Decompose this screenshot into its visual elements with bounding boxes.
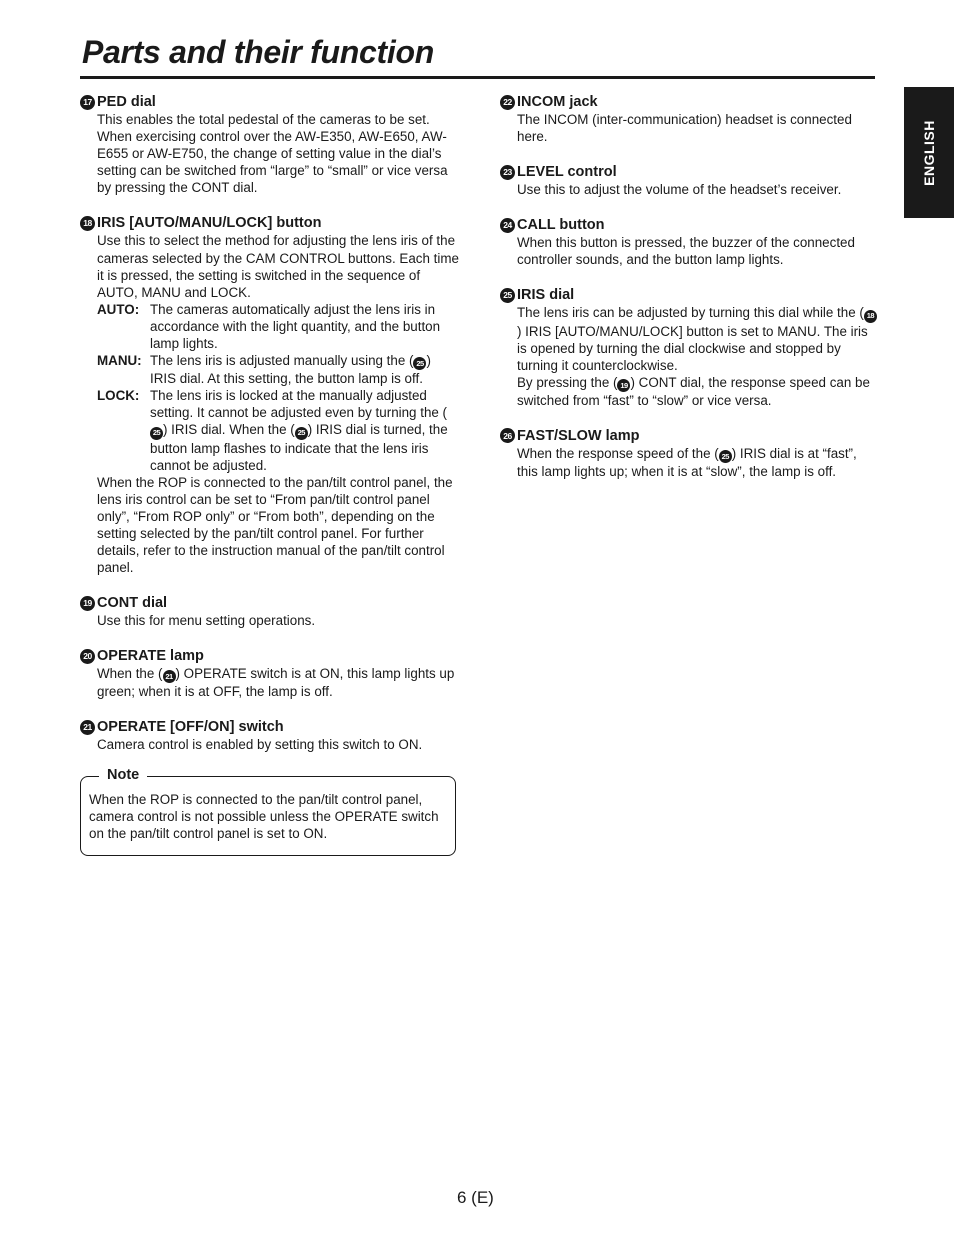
- note-box: [80, 767, 456, 856]
- reference-number-icon: 25: [413, 357, 426, 370]
- item-number-icon: 23: [500, 165, 515, 180]
- section-level-control: [500, 163, 878, 198]
- paragraph: [517, 304, 878, 373]
- paragraph: [97, 665, 460, 700]
- item-number-icon: 26: [500, 428, 515, 443]
- section-header: [500, 286, 878, 304]
- item-number-icon: 18: [80, 216, 95, 231]
- paragraph: Use this to adjust the volume of the headset’s receiver.: [517, 182, 842, 198]
- reference-number-icon: 25: [150, 427, 163, 440]
- reference-number-icon: 25: [719, 450, 732, 463]
- section-title: INCOM jack: [517, 94, 598, 110]
- reference-number-icon: 19: [617, 379, 630, 392]
- definition-manu: [97, 352, 460, 387]
- text-run: The lens iris can be adjusted by turning this dial while the (: [517, 305, 864, 321]
- section-header: [80, 647, 460, 665]
- definition-text: [150, 387, 460, 473]
- reference-number-icon: 21: [163, 670, 176, 683]
- section-title: CONT dial: [97, 595, 168, 612]
- text-run: The lens iris is adjusted manually using the (: [150, 353, 414, 369]
- section-header: [500, 163, 878, 181]
- section-body: [517, 111, 878, 145]
- text-run: ) IRIS dial is turned, the button lamp flashes to indicate that the lens iris cannot be adjusted.: [150, 422, 448, 473]
- section-body: [517, 181, 878, 198]
- definition-term: LOCK:: [97, 388, 140, 404]
- section-fast-slow-lamp: [500, 427, 878, 480]
- text-run: ) IRIS dial is at “fast”, this lamp lights up; when it is at “slow”, the lamp is off.: [517, 445, 857, 479]
- section-header: [80, 718, 460, 736]
- paragraph: [517, 445, 878, 480]
- paragraph: This enables the total pedestal of the cameras to be set. When exercising control over the AW-E350, AW-E650, AW-E655 or AW-E750, the change of setting value in the dial’s setting can be switched from “large” to “small” or vice versa by pressing the CONT dial.: [97, 112, 448, 196]
- section-body: [97, 665, 460, 700]
- section-body: [97, 111, 460, 196]
- section-header: [500, 216, 878, 234]
- item-number-icon: 25: [500, 288, 515, 303]
- mode-definitions: [97, 301, 460, 474]
- section-body: [97, 612, 460, 629]
- language-tab-label: ENGLISH: [921, 119, 937, 186]
- section-body: [97, 232, 460, 576]
- section-title: OPERATE lamp: [97, 648, 204, 665]
- paragraph: When this button is pressed, the buzzer of the connected controller sounds, and the button lamp lights.: [517, 235, 855, 268]
- paragraph: Use this for menu setting operations.: [97, 613, 316, 629]
- text-run: ) IRIS dial. At this setting, the button lamp is off.: [150, 353, 431, 387]
- item-number-icon: 22: [500, 95, 515, 110]
- section-header: [500, 427, 878, 445]
- section-body: [517, 234, 878, 268]
- section-header: [80, 594, 460, 612]
- section-header: [80, 93, 460, 111]
- right-column: [500, 93, 878, 498]
- section-title: CALL button: [517, 217, 605, 234]
- section-iris-button: [80, 214, 460, 576]
- section-title: IRIS dial: [517, 287, 575, 304]
- text-run: When the (: [97, 666, 163, 682]
- language-tab: [904, 87, 954, 218]
- section-title: IRIS [AUTO/MANU/LOCK] button: [97, 215, 322, 232]
- section-iris-dial: [500, 286, 878, 408]
- section-title: OPERATE [OFF/ON] switch: [97, 719, 284, 736]
- text-run: ) IRIS dial. When the (: [163, 422, 295, 438]
- text-run: When the response speed of the (: [517, 445, 719, 461]
- text-run: By pressing the (: [517, 374, 618, 390]
- section-body: [97, 736, 460, 753]
- reference-number-icon: 18: [864, 310, 877, 323]
- section-header: [500, 93, 878, 111]
- paragraph: The INCOM (inter-communication) headset is connected here.: [517, 112, 852, 145]
- definition-text: The cameras automatically adjust the lens iris in accordance with the light quantity, and the button lamp lights.: [150, 301, 441, 352]
- title-rule: [80, 76, 875, 79]
- text-run: The lens iris is locked at the manually adjusted setting. It cannot be adjusted even by turning the (: [150, 388, 448, 421]
- paragraph: When the ROP is connected to the pan/tilt control panel, the lens iris control can be set to “From pan/tilt control panel only”, “From ROP only” or “From both”, depending on the setting selected by the pan/tilt control panel. For further details, refer to the instruction manual of the pan/tilt control panel.: [97, 474, 453, 576]
- paragraph: [517, 374, 878, 409]
- section-ped-dial: [80, 93, 460, 196]
- text-run: ) OPERATE switch is at ON, this lamp lights up green; when it is at OFF, the lamp is off.: [97, 666, 455, 700]
- section-operate-switch: [80, 718, 460, 753]
- definition-lock: [97, 387, 460, 473]
- section-title: LEVEL control: [517, 164, 617, 181]
- definition-auto: [97, 301, 460, 352]
- left-column: [80, 93, 460, 772]
- paragraph: Use this to select the method for adjusting the lens iris of the cameras selected by the CAM CONTROL buttons. Each time it is pressed, the setting is switched in the sequence of AUTO, MANU and LOCK.: [97, 233, 459, 300]
- item-number-icon: 24: [500, 218, 515, 233]
- definition-term: MANU:: [97, 353, 142, 369]
- page-title: Parts and their function: [82, 34, 434, 70]
- definition-text: [150, 352, 460, 387]
- section-title: FAST/SLOW lamp: [517, 427, 640, 444]
- section-title: PED dial: [97, 94, 156, 110]
- text-run: ) IRIS [AUTO/MANU/LOCK] button is set to MANU. The iris is opened by turning the dial clockwise and stopped by turning it counterclockwise.: [517, 323, 868, 373]
- definition-term: AUTO:: [97, 301, 140, 317]
- page-number: 6 (E): [457, 1188, 494, 1207]
- item-number-icon: 19: [80, 596, 95, 611]
- paragraph: Camera control is enabled by setting this switch to ON.: [97, 737, 423, 753]
- section-incom-jack: [500, 93, 878, 145]
- section-cont-dial: [80, 594, 460, 629]
- section-body: [517, 304, 878, 408]
- item-number-icon: 20: [80, 649, 95, 664]
- section-operate-lamp: [80, 647, 460, 700]
- note-label: Note: [99, 767, 147, 783]
- reference-number-icon: 25: [295, 427, 308, 440]
- section-body: [517, 445, 878, 480]
- text-run: ) CONT dial, the response speed can be switched from “fast” to “slow” or vice versa.: [517, 374, 870, 408]
- section-call-button: [500, 216, 878, 268]
- note-text: When the ROP is connected to the pan/tilt control panel, camera control is not possible unless the OPERATE switch on the pan/tilt control panel is set to ON.: [89, 792, 439, 842]
- item-number-icon: 21: [80, 720, 95, 735]
- item-number-icon: 17: [80, 95, 95, 110]
- section-header: [80, 214, 460, 232]
